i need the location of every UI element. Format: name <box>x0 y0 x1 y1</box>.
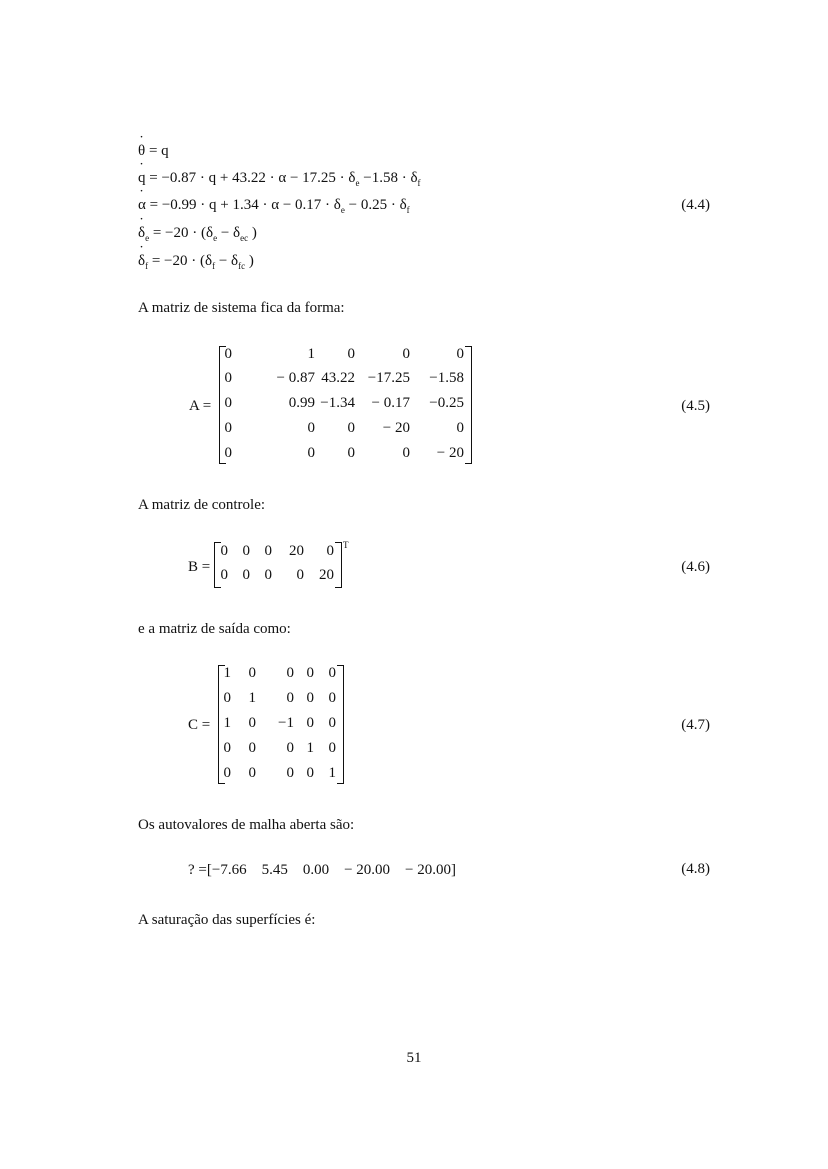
matrix-b-transpose: T <box>343 540 349 550</box>
eq5-part1: = −20 · (δ <box>148 253 213 269</box>
matrix-a-cell: 1 <box>307 346 315 362</box>
matrix-b-cell: 0 <box>242 567 250 583</box>
eq3-part2: − 0.25 · δ <box>344 197 407 213</box>
matrix-c-cell: 0 <box>306 765 314 781</box>
matrix-a-cell: 0 <box>456 346 464 362</box>
matrix-a-cell: 0 <box>347 420 355 436</box>
matrix-a-cell: −1.34 <box>320 395 355 411</box>
matrix-c-cell: 0 <box>286 740 294 756</box>
matrix-a-cell: − 20 <box>436 445 464 461</box>
eq5-part3: ) <box>245 253 254 269</box>
eq4-lhs-sub: e <box>145 233 150 243</box>
matrix-c-cell: 1 <box>248 690 256 706</box>
matrix-a-cell: −0.25 <box>429 395 464 411</box>
matrix-c-cell: 0 <box>248 715 256 731</box>
matrix-c-cell: 1 <box>306 740 314 756</box>
matrix-b-cell: 20 <box>289 543 304 559</box>
matrix-b-cell: 0 <box>296 567 304 583</box>
matrix-c-cell: 0 <box>328 665 336 681</box>
matrix-b-cell: 20 <box>319 567 334 583</box>
eq4-sub1: e <box>213 233 218 243</box>
eq5-sub2: fc <box>238 261 246 271</box>
matrix-c-cell: 0 <box>248 665 256 681</box>
matrix-c-cell: 0 <box>328 740 336 756</box>
matrix-a-cell: 0 <box>347 346 355 362</box>
matrix-a-cell: −1.58 <box>429 370 464 386</box>
eq-number-4-8: (4.8) <box>681 861 710 877</box>
matrix-c-cell: 0 <box>286 665 294 681</box>
matrix-a-cell: − 0.87 <box>276 370 315 386</box>
eigenvalues-vector: ? =[−7.66 5.45 0.00 − 20.00 − 20.00] <box>188 862 456 878</box>
matrix-c-cell: 0 <box>328 715 336 731</box>
matrix-a-cell: 0 <box>224 346 232 362</box>
equation-theta-dot: ˙ θ = q <box>138 143 169 160</box>
matrix-c-cell: 0 <box>306 715 314 731</box>
matrix-c-cell: −1 <box>278 715 294 731</box>
matrix-a-cell: 0 <box>224 370 232 386</box>
matrix-a-cell: 43.22 <box>321 370 355 386</box>
eq-number-4-5: (4.5) <box>681 398 710 414</box>
q-dot: ˙ q <box>138 170 146 187</box>
matrix-c-cell: 0 <box>328 690 336 706</box>
matrix-a-cell: 0 <box>402 346 410 362</box>
matrix-c <box>218 665 344 784</box>
page-number: 51 <box>406 1050 422 1066</box>
matrix-b <box>214 542 342 588</box>
matrix-c-right-bracket <box>337 665 344 784</box>
matrix-a-cell: 0 <box>307 420 315 436</box>
matrix-c-cell: 0 <box>223 690 231 706</box>
eq-number-4-7: (4.7) <box>681 717 710 733</box>
matrix-a-cell: −17.25 <box>367 370 410 386</box>
delta-f-dot: ˙ δ <box>138 253 145 270</box>
delta-e-dot: ˙ δ <box>138 225 145 242</box>
eq2-part1: = −0.87 · q + 43.22 · α − 17.25 · δ <box>145 170 356 186</box>
eq-number-4-4: (4.4) <box>681 197 710 213</box>
equation-delta-e-dot <box>138 225 257 243</box>
matrix-b-label: B = <box>188 559 211 575</box>
eq2-sub1: e <box>355 178 360 188</box>
matrix-b-cell: 0 <box>242 543 250 559</box>
matrix-c-cell: 0 <box>223 740 231 756</box>
matrix-b-cell: 0 <box>264 567 272 583</box>
matrix-b-cell: 0 <box>220 567 228 583</box>
equation-q-dot <box>138 170 421 188</box>
eq2-part2: −1.58 · δ <box>359 170 418 186</box>
matrix-c-cell: 0 <box>286 765 294 781</box>
eq4-part1: = −20 · (δ <box>149 225 214 241</box>
matrix-b-cell: 0 <box>220 543 228 559</box>
matrix-a <box>219 346 472 464</box>
matrix-a-cell: 0 <box>307 445 315 461</box>
matrix-c-cell: 1 <box>328 765 336 781</box>
eq3-part1: = −0.99 · q + 1.34 · α − 0.17 · δ <box>145 197 341 213</box>
paragraph-saturation: A saturação das superfícies é: <box>138 912 316 928</box>
matrix-c-cell: 1 <box>223 715 231 731</box>
paragraph-control-matrix: A matriz de controle: <box>138 497 266 513</box>
alpha-dot: ˙ α <box>138 197 146 214</box>
eq-number-4-6: (4.6) <box>681 559 710 575</box>
eq4-sub2: ec <box>240 233 249 243</box>
matrix-c-cell: 1 <box>223 665 231 681</box>
matrix-a-label: A = <box>189 398 212 414</box>
matrix-a-cell: 0 <box>224 420 232 436</box>
matrix-b-right-bracket <box>335 542 342 588</box>
eq5-lhs-sub: f <box>145 261 149 271</box>
eq5-part2: − δ <box>215 253 239 269</box>
eq4-part2: − δ <box>217 225 241 241</box>
eq3-sub1: e <box>340 205 345 215</box>
equation-delta-f-dot <box>138 253 254 271</box>
matrix-a-cell: − 0.17 <box>371 395 410 411</box>
matrix-c-cell: 0 <box>223 765 231 781</box>
matrix-c-cell: 0 <box>248 740 256 756</box>
eq2-sub2: f <box>417 178 421 188</box>
theta-dot: ˙ θ <box>138 143 145 160</box>
matrix-b-cell: 0 <box>326 543 334 559</box>
matrix-a-cell: 0 <box>224 445 232 461</box>
matrix-c-cell: 0 <box>248 765 256 781</box>
paragraph-output-matrix: e a matriz de saída como: <box>138 621 291 637</box>
matrix-b-cell: 0 <box>264 543 272 559</box>
matrix-a-cell: 0 <box>456 420 464 436</box>
matrix-a-cell: 0 <box>347 445 355 461</box>
matrix-a-right-bracket <box>465 346 472 464</box>
eq4-part3: ) <box>248 225 257 241</box>
matrix-a-cell: 0.99 <box>288 395 315 411</box>
matrix-a-cell: − 20 <box>382 420 410 436</box>
matrix-c-cell: 0 <box>306 690 314 706</box>
matrix-a-cell: 0 <box>402 445 410 461</box>
matrix-c-label: C = <box>188 717 211 733</box>
matrix-a-cell: 0 <box>224 395 232 411</box>
matrix-c-cell: 0 <box>286 690 294 706</box>
paragraph-eigenvalues: Os autovalores de malha aberta são: <box>138 817 355 833</box>
eq5-sub1: f <box>212 261 216 271</box>
eq3-sub2: f <box>406 205 410 215</box>
paragraph-system-matrix: A matriz de sistema fica da forma: <box>138 300 345 316</box>
matrix-c-cell: 0 <box>306 665 314 681</box>
equation-alpha-dot <box>138 197 410 215</box>
